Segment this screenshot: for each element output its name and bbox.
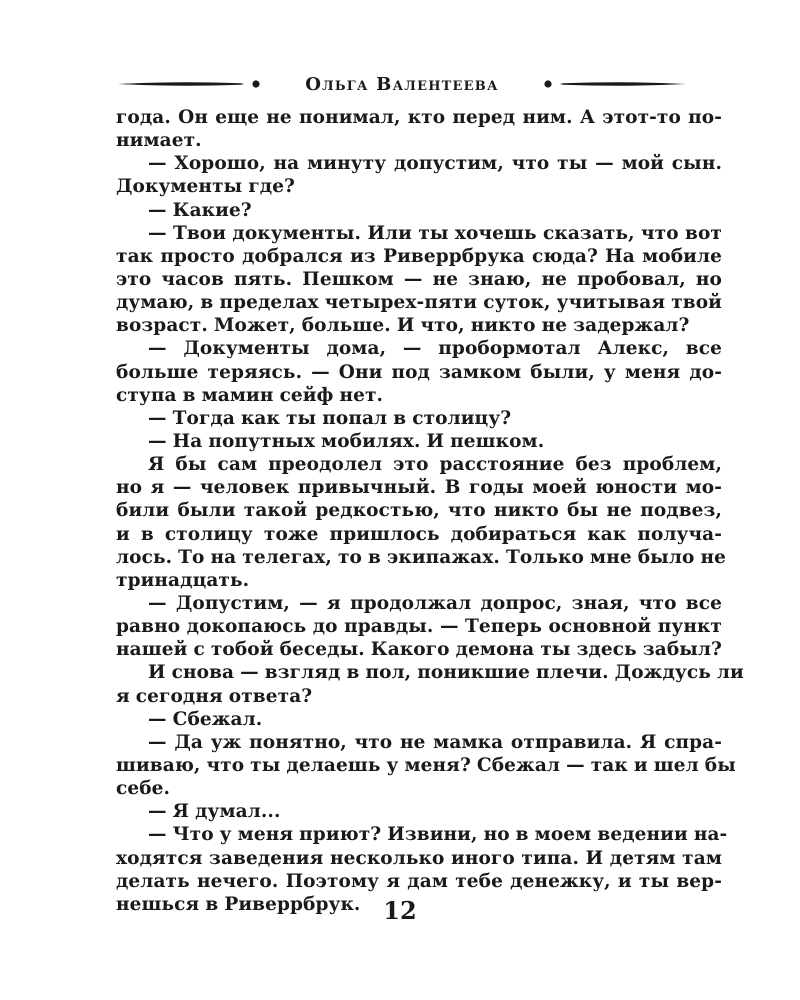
text-line: возраст. Может, больше. И что, никто не задержал? bbox=[116, 315, 690, 337]
text-line: — На попутных мобилях. И пешком. bbox=[148, 430, 545, 452]
text-line: себе. bbox=[116, 778, 171, 800]
text-line: шиваю, что ты делаешь у меня? Сбежал — так и шел бы bbox=[116, 754, 736, 776]
running-header bbox=[116, 66, 688, 102]
text-line: это часов пять. Пешком — не знаю, не пробовал, но bbox=[116, 268, 722, 290]
left-header-ornament-icon bbox=[116, 66, 266, 102]
text-line: ходятся заведения несколько иного типа. И детям там bbox=[116, 847, 722, 869]
author-name: Ольга Валентеева bbox=[305, 73, 499, 95]
text-line: равно докопаюсь до правды. — Теперь основной пункт bbox=[116, 616, 722, 638]
text-line: Я бы сам преодолел это расстояние без проблем, bbox=[148, 454, 722, 476]
text-line: — Что у меня приют? Извини, но в моем ведении на- bbox=[148, 824, 728, 846]
text-line: лось. То на телегах, то в экипажах. Только мне было не bbox=[116, 546, 726, 568]
text-line: — Хорошо, на минуту допустим, что ты — мой сын. bbox=[148, 153, 722, 175]
text-line: тринадцать. bbox=[116, 569, 250, 591]
text-line: Документы где? bbox=[116, 176, 295, 198]
text-line: — Документы дома, — пробормотал Алекс, все bbox=[148, 338, 722, 360]
text-line: и в столицу тоже пришлось добираться как получа- bbox=[116, 523, 722, 545]
text-line: — Сбежал. bbox=[148, 708, 263, 730]
text-line: думаю, в пределах четырех-пяти суток, учитывая твой bbox=[116, 292, 722, 314]
right-header-ornament-icon bbox=[538, 66, 688, 102]
page-number: 12 bbox=[383, 896, 417, 925]
text-line: — Твои документы. Или ты хочешь сказать, что вот bbox=[148, 222, 722, 244]
text-line: — Допустим, — я продолжал допрос, зная, что все bbox=[148, 592, 722, 614]
text-line: но я — человек привычный. В годы моей юности мо- bbox=[116, 477, 722, 499]
text-line: — Да уж понятно, что не мамка отправила. Я спра- bbox=[148, 731, 722, 753]
text-line: И снова — взгляд в пол, поникшие плечи. Дождусь ли bbox=[148, 662, 744, 684]
text-line: больше теряясь. — Они под замком были, у меня до- bbox=[116, 361, 722, 383]
text-line: нимает. bbox=[116, 130, 202, 152]
text-line: — Тогда как ты попал в столицу? bbox=[148, 407, 512, 429]
text-line: так просто добрался из Риверрбрука сюда? На мобиле bbox=[116, 245, 722, 267]
body-text bbox=[116, 106, 744, 916]
text-line: года. Он еще не понимал, кто перед ним. А этот-то по- bbox=[116, 107, 722, 128]
text-line: нашей с тобой беседы. Какого демона ты здесь забыл? bbox=[116, 639, 722, 661]
text-line: били были такой редкостью, что никто бы не подвез, bbox=[116, 500, 722, 522]
text-line: ступа в мамин сейф нет. bbox=[116, 384, 384, 406]
text-line: — Я думал... bbox=[148, 801, 281, 823]
text-line: я сегодня ответа? bbox=[116, 685, 313, 707]
text-line: делать нечего. Поэтому я дам тебе денежку, и ты вер- bbox=[116, 870, 722, 892]
text-line: нешься в Риверрбрук. bbox=[116, 893, 361, 915]
text-line: — Какие? bbox=[148, 199, 252, 221]
